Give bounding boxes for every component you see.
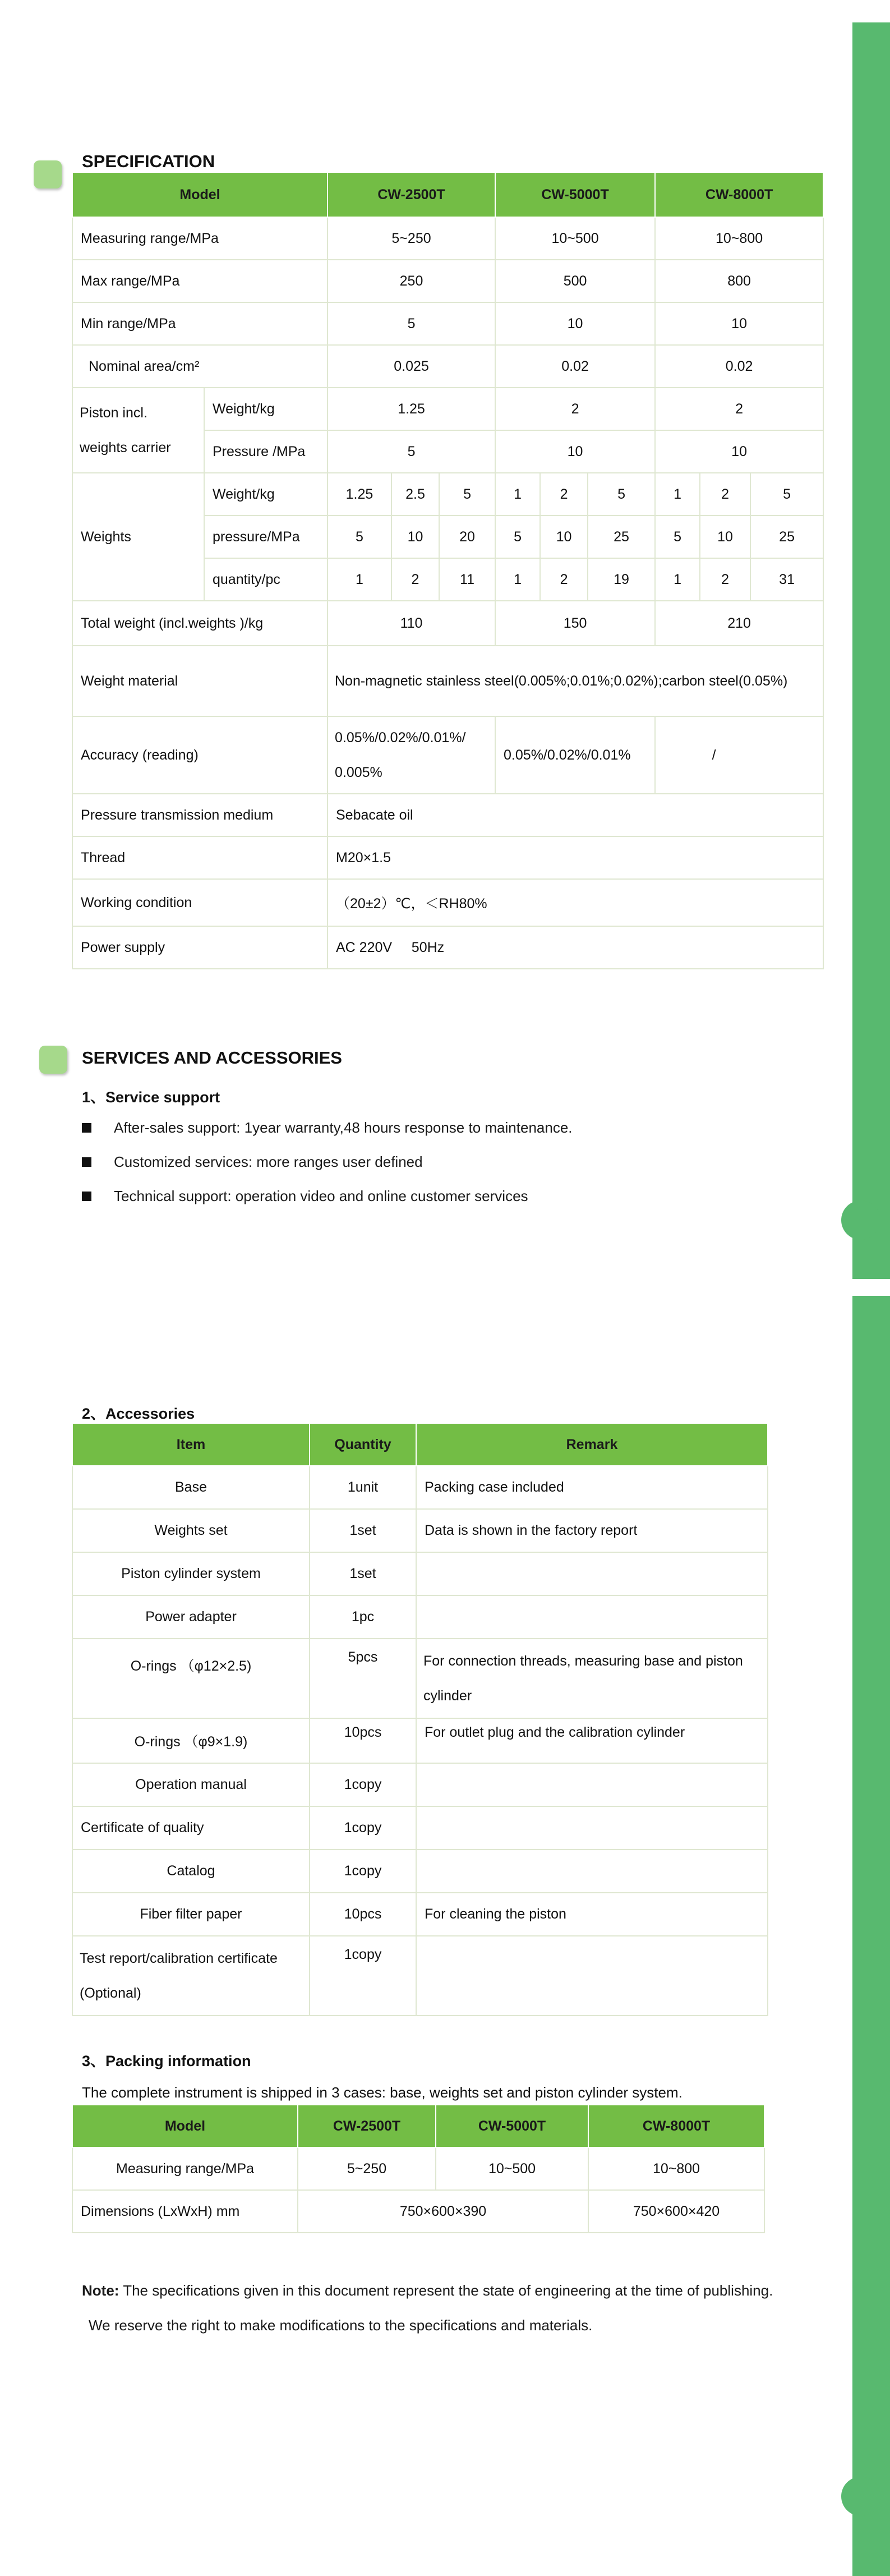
qty-cell: 1copy (310, 1806, 416, 1850)
note-line-1 (82, 2282, 773, 2299)
cell-value: 5~250 (298, 2147, 436, 2190)
cell-value: 2 (540, 473, 588, 516)
cell-value: 2 (700, 558, 750, 601)
cell-value: 5 (588, 473, 655, 516)
remark-cell: Data is shown in the factory report (416, 1509, 768, 1552)
cell-value: 1 (655, 473, 700, 516)
spec-row-medium (72, 794, 823, 836)
qty-cell: 1copy (310, 1850, 416, 1893)
row-label: Power supply (72, 926, 328, 969)
cell-value: 800 (655, 260, 823, 302)
remark-cell: For outlet plug and the calibration cylinder (416, 1718, 768, 1763)
side-decoration-circle (841, 1200, 880, 1240)
remark-cell: For cleaning the piston (416, 1893, 768, 1936)
cell-value: M20×1.5 (328, 836, 823, 879)
qty-cell: 1copy (310, 1763, 416, 1806)
accessories-row (72, 1936, 768, 2016)
cell-value: 1 (495, 558, 540, 601)
cell-value: 750×600×420 (588, 2190, 764, 2233)
specification-table (72, 172, 824, 969)
packing-table (72, 2104, 765, 2233)
cell-value: （20±2）℃，＜RH80% (328, 879, 823, 926)
cell-value: 2 (655, 388, 823, 430)
header-item: Item (72, 1423, 310, 1466)
cell-value: / (655, 716, 823, 794)
accessories-row (72, 1763, 768, 1806)
row-sublabel: Weight/kg (204, 473, 328, 516)
note-line-2: We reserve the right to make modifications to the specifications and materials. (89, 2317, 593, 2334)
spec-row-max-range (72, 260, 823, 302)
subsection-title-service-support: 1、Service support (82, 1089, 220, 1106)
remark-cell (416, 1552, 768, 1595)
bullet-item (82, 1152, 423, 1171)
section-square-icon (34, 160, 62, 188)
qty-cell: 10pcs (310, 1893, 416, 1936)
cell-value: 10 (495, 430, 655, 473)
bullet-text: Technical support: operation video and online customer services (114, 1187, 528, 1204)
side-decoration-bar (852, 22, 890, 1279)
qty-cell: 1pc (310, 1595, 416, 1639)
spec-header-row (72, 172, 823, 217)
item-cell: O-rings （φ9×1.9) (72, 1718, 310, 1763)
subsection-title-packing: 3、Packing information (82, 2053, 251, 2069)
remark-cell (416, 1936, 768, 2016)
cell-value: 2 (495, 388, 655, 430)
remark-cell: Packing case included (416, 1466, 768, 1509)
section-title-services: SERVICES AND ACCESSORIES (82, 1048, 342, 1068)
cell-value: 2 (700, 473, 750, 516)
cell-value: 5 (495, 516, 540, 558)
spec-row-weight-material (72, 646, 823, 716)
cell-value: 5 (328, 516, 391, 558)
cell-value: 500 (495, 260, 655, 302)
cell-value: 5 (328, 302, 495, 345)
qty-cell: 1set (310, 1509, 416, 1552)
cell-value: 5 (439, 473, 495, 516)
side-decoration-bar (852, 1296, 890, 2576)
cell-value: 10 (700, 516, 750, 558)
item-cell: Power adapter (72, 1595, 310, 1639)
cell-value: 10~800 (655, 217, 823, 260)
header-cw-5000t: CW-5000T (436, 2105, 588, 2147)
subsection-title-accessories: 2、Accessories (82, 1405, 195, 1422)
packing-header-row (72, 2105, 764, 2147)
header-model: Model (72, 172, 328, 217)
item-cell: Operation manual (72, 1763, 310, 1806)
item-cell: Weights set (72, 1509, 310, 1552)
accessories-row (72, 1893, 768, 1936)
row-label: Accuracy (reading) (72, 716, 328, 794)
cell-value: 1 (328, 558, 391, 601)
header-model: Model (72, 2105, 298, 2147)
spec-row-measuring-range (72, 217, 823, 260)
accessories-header-row (72, 1423, 768, 1466)
cell-value: 210 (655, 601, 823, 646)
cell-value: 10 (540, 516, 588, 558)
item-cell: Certificate of quality (72, 1806, 310, 1850)
qty-cell: 10pcs (310, 1718, 416, 1763)
remark-cell (416, 1763, 768, 1806)
cell-value: Sebacate oil (328, 794, 823, 836)
cell-value: 110 (328, 601, 495, 646)
header-quantity: Quantity (310, 1423, 416, 1466)
cell-value: 31 (750, 558, 823, 601)
section-title-specification: SPECIFICATION (82, 151, 215, 171)
row-label: Weight material (72, 646, 328, 716)
cell-value: 1.25 (328, 388, 495, 430)
row-label: Total weight (incl.weights )/kg (72, 601, 328, 646)
qty-cell: 1set (310, 1552, 416, 1595)
row-label: Min range/MPa (72, 302, 328, 345)
item-cell: Fiber filter paper (72, 1893, 310, 1936)
bullet-item (82, 1118, 573, 1137)
spec-row-power-supply (72, 926, 823, 969)
bullet-text: Customized services: more ranges user defined (114, 1153, 423, 1170)
packing-row-dimensions (72, 2190, 764, 2233)
row-label: Thread (72, 836, 328, 879)
accessories-row (72, 1806, 768, 1850)
row-sublabel: Weight/kg (204, 388, 328, 430)
remark-cell (416, 1850, 768, 1893)
item-cell: Base (72, 1466, 310, 1509)
item-cell: Piston cylinder system (72, 1552, 310, 1595)
cell-value: Non-magnetic stainless steel(0.005%;0.01%;0.02%);carbon steel(0.05%) (328, 646, 823, 716)
cell-value: 0.05%/0.02%/0.01% (495, 716, 655, 794)
header-cw-2500t: CW-2500T (328, 172, 495, 217)
cell-value: 0.05%/0.02%/0.01%/ 0.005% (328, 716, 495, 794)
row-label: Measuring range/MPa (72, 217, 328, 260)
section-square-icon (39, 1046, 67, 1074)
remark-cell: For connection threads, measuring base and piston cylinder (416, 1639, 768, 1718)
cell-value: 10 (655, 302, 823, 345)
cell-value: 11 (439, 558, 495, 601)
qty-cell: 5pcs (310, 1639, 416, 1718)
spec-row-nominal-area (72, 345, 823, 388)
cell-value: 5 (328, 430, 495, 473)
cell-value: 0.02 (495, 345, 655, 388)
row-sublabel: quantity/pc (204, 558, 328, 601)
row-label-piston: Piston incl. weights carrier (72, 388, 204, 473)
spec-row-piston-weight (72, 388, 823, 430)
bullet-square-icon (82, 1192, 91, 1201)
cell-value: 10 (495, 302, 655, 345)
cell-value: 750×600×390 (298, 2190, 588, 2233)
remark-cell (416, 1806, 768, 1850)
row-label-weights: Weights (72, 473, 204, 601)
spec-row-thread (72, 836, 823, 879)
cell-value: 25 (588, 516, 655, 558)
cell-value: 25 (750, 516, 823, 558)
cell-value: 10 (655, 430, 823, 473)
bullet-square-icon (82, 1157, 91, 1167)
cell-value: 1 (655, 558, 700, 601)
cell-value: 2 (391, 558, 439, 601)
packing-description: The complete instrument is shipped in 3 cases: base, weights set and piston cylinder system. (82, 2084, 683, 2101)
row-label: Pressure transmission medium (72, 794, 328, 836)
cell-value: 10~500 (436, 2147, 588, 2190)
spec-row-min-range (72, 302, 823, 345)
cell-value: 10 (391, 516, 439, 558)
qty-cell: 1unit (310, 1466, 416, 1509)
row-label: Measuring range/MPa (72, 2147, 298, 2190)
cell-value: 5 (750, 473, 823, 516)
cell-value: AC 220V 50Hz (328, 926, 823, 969)
accessories-row (72, 1850, 768, 1893)
accessories-row (72, 1509, 768, 1552)
row-label: Nominal area/cm² (72, 345, 328, 388)
cell-value: 5 (655, 516, 700, 558)
note-label: Note: (82, 2282, 119, 2299)
accessories-row (72, 1552, 768, 1595)
cell-value: 19 (588, 558, 655, 601)
accessories-row (72, 1639, 768, 1718)
accessories-row (72, 1595, 768, 1639)
spec-row-total-weight (72, 601, 823, 646)
qty-cell: 1copy (310, 1936, 416, 2016)
side-decoration-circle (841, 2477, 880, 2516)
row-sublabel: pressure/MPa (204, 516, 328, 558)
spec-row-working-condition (72, 879, 823, 926)
cell-value: 10~500 (495, 217, 655, 260)
cell-value: 10~800 (588, 2147, 764, 2190)
packing-row-measuring-range (72, 2147, 764, 2190)
spec-row-accuracy (72, 716, 823, 794)
header-cw-8000t: CW-8000T (655, 172, 823, 217)
item-cell: Test report/calibration certificate (Optional) (72, 1936, 310, 2016)
bullet-square-icon (82, 1123, 91, 1133)
remark-cell (416, 1595, 768, 1639)
cell-value: 0.02 (655, 345, 823, 388)
cell-value: 1.25 (328, 473, 391, 516)
accessories-row (72, 1466, 768, 1509)
cell-value: 2.5 (391, 473, 439, 516)
row-label: Dimensions (LxWxH) mm (72, 2190, 298, 2233)
header-cw-2500t: CW-2500T (298, 2105, 436, 2147)
bullet-text: After-sales support: 1year warranty,48 hours response to maintenance. (114, 1119, 573, 1136)
note-text: The specifications given in this document represent the state of engineering at the time of publishing. (119, 2282, 773, 2299)
bullet-item (82, 1186, 528, 1206)
header-cw-8000t: CW-8000T (588, 2105, 764, 2147)
header-cw-5000t: CW-5000T (495, 172, 655, 217)
accessories-row (72, 1718, 768, 1763)
cell-value: 1 (495, 473, 540, 516)
cell-value: 5~250 (328, 217, 495, 260)
row-label: Max range/MPa (72, 260, 328, 302)
spec-row-weights-weight (72, 473, 823, 516)
row-label: Working condition (72, 879, 328, 926)
cell-value: 250 (328, 260, 495, 302)
cell-value: 2 (540, 558, 588, 601)
cell-value: 150 (495, 601, 655, 646)
header-remark: Remark (416, 1423, 768, 1466)
item-cell: Catalog (72, 1850, 310, 1893)
item-cell: O-rings （φ12×2.5) (72, 1639, 310, 1718)
cell-value: 0.025 (328, 345, 495, 388)
cell-value: 20 (439, 516, 495, 558)
accessories-table (72, 1423, 768, 2016)
row-sublabel: Pressure /MPa (204, 430, 328, 473)
